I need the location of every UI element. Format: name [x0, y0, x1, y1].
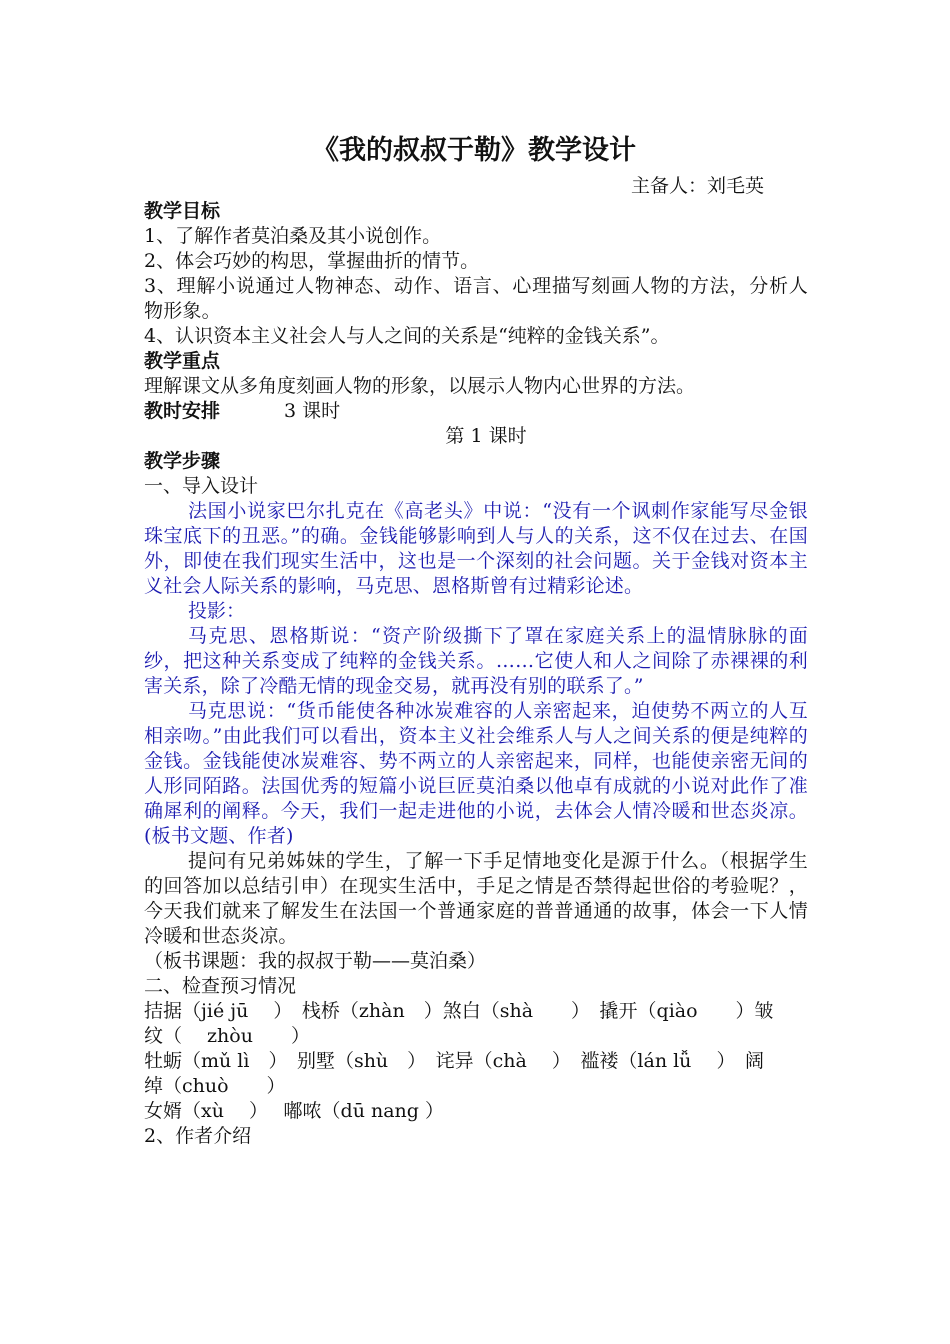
pinyin-line-4: 绰（chuò ） [144, 1075, 286, 1097]
document-body [144, 199, 808, 1149]
quote-marx-engels: 马克思、恩格斯说：“资产阶级撕下了罩在家庭关系上的温情脉脉的面纱，把这种关系变成了纯粹的金钱关系。……它使人和人之间除了赤裸裸的利害关系，除了冷酷无情的现金交易，就再没有别的联系了。” [144, 625, 808, 697]
projection-label: 投影： [188, 600, 246, 622]
schedule-row [144, 399, 808, 424]
goal-item-4: 4、认识资本主义社会人与人之间的关系是“纯粹的金钱关系”。 [144, 325, 670, 347]
pinyin-line-3: 牡蛎（mǔ lì ） 别墅（shù ） 诧异（chà ） 褴褛（lán lǚ ） 阔 [144, 1050, 764, 1072]
pinyin-line-1: 拮据（jié jū ） 栈桥（zhàn ）煞白（shà ） 撬开（qiào ）皱 [144, 1000, 774, 1022]
board-note: （板书课题：我的叔叔于勒——莫泊桑） [144, 950, 487, 972]
goals-heading: 教学目标 [144, 200, 221, 222]
intro-paragraph: 法国小说家巴尔扎克在《高老头》中说：“没有一个讽刺作家能写尽金银珠宝底下的丑恶。”的确。金钱能够影响到人与人的关系，这不仅在过去、在国外，即使在我们现实生活中，这也是一个深刻的社会问题。关于金钱对资本主义社会人际关系的影响，马克思、恩格斯曾有过精彩论述。 [144, 500, 808, 597]
page-title: 《我的叔叔于勒》教学设计 [312, 135, 636, 166]
schedule-value: 3 课时 [284, 400, 341, 422]
section1-heading: 一、导入设计 [144, 475, 259, 497]
focus-text: 理解课文从多角度刻画人物的形象，以展示人物内心世界的方法。 [144, 375, 696, 397]
goal-item-2: 2、体会巧妙的构思，掌握曲折的情节。 [144, 250, 480, 272]
question-paragraph: 提问有兄弟姊妹的学生，了解一下手足情地变化是源于什么。（根据学生的回答加以总结引申）在现实生活中，手足之情是否禁得起世俗的考验呢？，今天我们就来了解发生在法国一个普通家庭的普普通通的故事，体会一下人情冷暖和世态炎凉。 [144, 850, 808, 947]
goal-item-1: 1、了解作者莫泊桑及其小说创作。 [144, 225, 442, 247]
goal-item-3: 3、理解小说通过人物神态、动作、语言、心理描写刻画人物的方法，分析人物形象。 [144, 275, 808, 322]
pinyin-line-5: 女婿（xù ） 嘟哝（dū nang ） [144, 1100, 444, 1122]
pinyin-line-2: 纹（ zhòu ） [144, 1025, 310, 1047]
section2-heading: 二、检查预习情况 [144, 975, 297, 997]
section3-heading: 2、作者介绍 [144, 1125, 252, 1147]
author-line: 主备人：刘毛英 [630, 175, 764, 197]
focus-heading: 教学重点 [144, 350, 221, 372]
steps-heading: 教学步骤 [144, 450, 221, 472]
quote-marx: 马克思说：“货币能使各种冰炭难容的人亲密起来，迫使势不两立的人互相亲吻。”由此我们可以看出，资本主义社会维系人与人之间关系的便是纯粹的金钱。金钱能使冰炭难容、势不两立的人亲密起来，同样，也能使亲密无间的人形同陌路。法国优秀的短篇小说巨匠莫泊桑以他卓有成就的小说对此作了准确犀利的阐释。今天，我们一起走进他的小说，去体会人情冷暖和世态炎凉。(板书文题、作者) [144, 700, 808, 847]
schedule-heading: 教时安排 [144, 400, 221, 422]
lesson-label: 第 1 课时 [445, 425, 527, 447]
